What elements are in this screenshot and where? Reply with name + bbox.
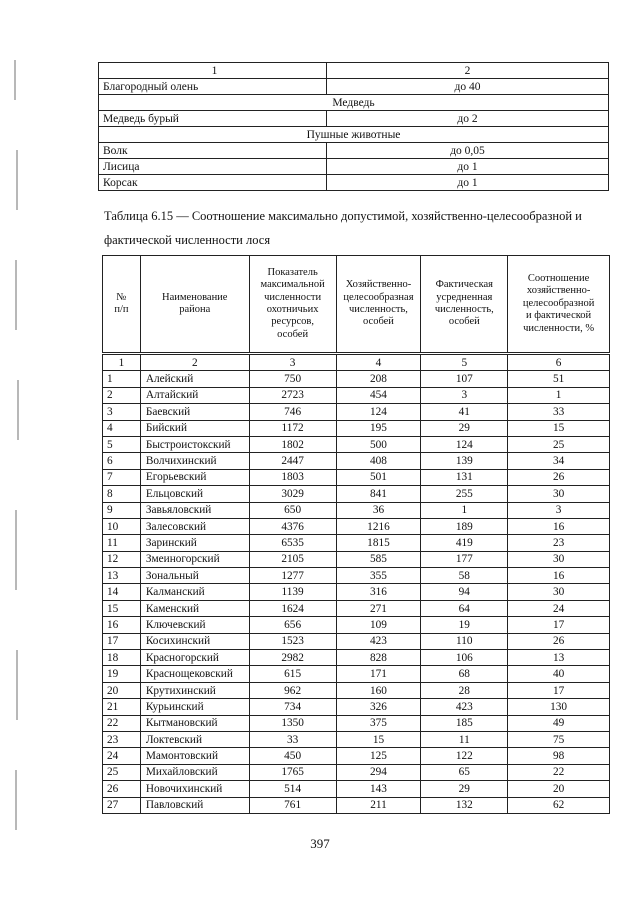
- economic-population-cell: 408: [336, 453, 421, 469]
- row-number-cell: 24: [103, 748, 141, 764]
- max-population-cell: 734: [249, 699, 336, 715]
- district-name-cell: Алейский: [140, 371, 249, 387]
- district-name-cell: Калманский: [140, 584, 249, 600]
- table-row: [103, 600, 610, 616]
- table-caption-line-2: фактической численности лося: [104, 233, 271, 247]
- district-name-cell: Павловский: [140, 797, 249, 813]
- economic-population-cell: 195: [336, 420, 421, 436]
- table-row: [103, 666, 610, 682]
- section-title: Пушные животные: [99, 127, 609, 143]
- max-population-cell: 1277: [249, 568, 336, 584]
- row-number-cell: 17: [103, 633, 141, 649]
- row-number-cell: 9: [103, 502, 141, 518]
- animal-name-cell: Лисица: [99, 159, 327, 175]
- row-number-cell: 21: [103, 699, 141, 715]
- value-cell: 2: [327, 63, 609, 79]
- row-number-cell: 25: [103, 764, 141, 780]
- table-row: [103, 404, 610, 420]
- ratio-percent-cell: 25: [508, 436, 610, 452]
- table-row: [103, 551, 610, 567]
- ratio-percent-cell: 30: [508, 551, 610, 567]
- table-row: [103, 584, 610, 600]
- actual-population-cell: 419: [421, 535, 508, 551]
- actual-population-cell: 1: [421, 502, 508, 518]
- economic-population-cell: 1815: [336, 535, 421, 551]
- economic-population-cell: 143: [336, 781, 421, 797]
- district-name-cell: Косихинский: [140, 633, 249, 649]
- table-row: [103, 568, 610, 584]
- ratio-percent-cell: 49: [508, 715, 610, 731]
- row-number-cell: 1: [103, 371, 141, 387]
- economic-population-cell: 125: [336, 748, 421, 764]
- actual-population-cell: 255: [421, 486, 508, 502]
- column-header: Наименование района: [140, 256, 249, 354]
- row-number-cell: 12: [103, 551, 141, 567]
- ratio-percent-cell: 130: [508, 699, 610, 715]
- ratio-percent-cell: 16: [508, 518, 610, 534]
- max-population-cell: 761: [249, 797, 336, 813]
- animal-name-cell: 1: [99, 63, 327, 79]
- animal-name-cell: Благородный олень: [99, 79, 327, 95]
- row-number-cell: 10: [103, 518, 141, 534]
- economic-population-cell: 15: [336, 731, 421, 747]
- table-row: [103, 502, 610, 518]
- scan-artifact: [16, 650, 18, 720]
- district-name-cell: Краснощековский: [140, 666, 249, 682]
- row-number-cell: 11: [103, 535, 141, 551]
- max-population-cell: 962: [249, 682, 336, 698]
- table-row: [103, 436, 610, 452]
- value-cell: до 0,05: [327, 143, 609, 159]
- district-name-cell: Мамонтовский: [140, 748, 249, 764]
- table-row: [103, 797, 610, 813]
- column-header: Соотношение хозяйственно- целесообразной и фактической численности, %: [508, 256, 610, 354]
- table-header-row: [103, 256, 610, 354]
- ratio-percent-cell: 75: [508, 731, 610, 747]
- row-number-cell: 7: [103, 469, 141, 485]
- district-name-cell: Баевский: [140, 404, 249, 420]
- actual-population-cell: 131: [421, 469, 508, 485]
- ratio-percent-cell: 34: [508, 453, 610, 469]
- ratio-percent-cell: 20: [508, 781, 610, 797]
- section-row: [99, 95, 609, 111]
- table-row: [99, 159, 609, 175]
- max-population-cell: 2105: [249, 551, 336, 567]
- district-name-cell: Крутихинский: [140, 682, 249, 698]
- actual-population-cell: 68: [421, 666, 508, 682]
- table-row: [103, 682, 610, 698]
- row-number-cell: 4: [103, 420, 141, 436]
- district-name-cell: Волчихинский: [140, 453, 249, 469]
- row-number-cell: 5: [103, 436, 141, 452]
- animal-name-cell: Медведь бурый: [99, 111, 327, 127]
- actual-population-cell: 3: [421, 387, 508, 403]
- column-header: Показатель максимальной численности охотничьих ресурсов, особей: [249, 256, 336, 354]
- max-population-cell: 750: [249, 371, 336, 387]
- actual-population-cell: 58: [421, 568, 508, 584]
- economic-population-cell: 316: [336, 584, 421, 600]
- column-number-cell: 6: [508, 354, 610, 371]
- economic-population-cell: 841: [336, 486, 421, 502]
- max-population-cell: 450: [249, 748, 336, 764]
- economic-population-cell: 375: [336, 715, 421, 731]
- column-header: Фактическая усредненная численность, особей: [421, 256, 508, 354]
- district-name-cell: Бийский: [140, 420, 249, 436]
- economic-population-cell: 326: [336, 699, 421, 715]
- table-row: [103, 731, 610, 747]
- ratio-percent-cell: 98: [508, 748, 610, 764]
- actual-population-cell: 29: [421, 781, 508, 797]
- ratio-percent-cell: 62: [508, 797, 610, 813]
- district-name-cell: Новочихинский: [140, 781, 249, 797]
- row-number-cell: 3: [103, 404, 141, 420]
- actual-population-cell: 64: [421, 600, 508, 616]
- section-title: Медведь: [99, 95, 609, 111]
- table-row: [103, 518, 610, 534]
- actual-population-cell: 19: [421, 617, 508, 633]
- row-number-cell: 14: [103, 584, 141, 600]
- economic-population-cell: 208: [336, 371, 421, 387]
- section-row: [99, 127, 609, 143]
- economic-population-cell: 501: [336, 469, 421, 485]
- ratio-percent-cell: 24: [508, 600, 610, 616]
- row-number-cell: 13: [103, 568, 141, 584]
- column-numbers-row: [103, 354, 610, 371]
- moose-population-table: [102, 255, 610, 814]
- table-row: [103, 764, 610, 780]
- district-name-cell: Завьяловский: [140, 502, 249, 518]
- table-row: [99, 63, 609, 79]
- table-row: [103, 650, 610, 666]
- max-population-cell: 1523: [249, 633, 336, 649]
- value-cell: до 1: [327, 159, 609, 175]
- actual-population-cell: 106: [421, 650, 508, 666]
- ratio-percent-cell: 22: [508, 764, 610, 780]
- scan-artifact: [15, 260, 17, 330]
- district-name-cell: Заринский: [140, 535, 249, 551]
- economic-population-cell: 294: [336, 764, 421, 780]
- ratio-percent-cell: 26: [508, 469, 610, 485]
- district-name-cell: Каменский: [140, 600, 249, 616]
- actual-population-cell: 107: [421, 371, 508, 387]
- table-row: [103, 453, 610, 469]
- table-row: [103, 617, 610, 633]
- district-name-cell: Локтевский: [140, 731, 249, 747]
- row-number-cell: 15: [103, 600, 141, 616]
- max-population-cell: 33: [249, 731, 336, 747]
- scan-artifact: [15, 510, 17, 590]
- continued-table: [98, 62, 609, 191]
- actual-population-cell: 423: [421, 699, 508, 715]
- row-number-cell: 22: [103, 715, 141, 731]
- max-population-cell: 1765: [249, 764, 336, 780]
- max-population-cell: 1139: [249, 584, 336, 600]
- district-name-cell: Михайловский: [140, 764, 249, 780]
- table-row: [103, 420, 610, 436]
- district-name-cell: Егорьевский: [140, 469, 249, 485]
- ratio-percent-cell: 15: [508, 420, 610, 436]
- max-population-cell: 1802: [249, 436, 336, 452]
- ratio-percent-cell: 3: [508, 502, 610, 518]
- economic-population-cell: 355: [336, 568, 421, 584]
- table-row: [99, 175, 609, 191]
- table-row: [103, 633, 610, 649]
- max-population-cell: 1172: [249, 420, 336, 436]
- economic-population-cell: 211: [336, 797, 421, 813]
- scan-artifact: [17, 380, 19, 440]
- actual-population-cell: 139: [421, 453, 508, 469]
- row-number-cell: 27: [103, 797, 141, 813]
- table-row: [99, 79, 609, 95]
- economic-population-cell: 828: [336, 650, 421, 666]
- actual-population-cell: 28: [421, 682, 508, 698]
- scan-artifact: [14, 60, 16, 100]
- actual-population-cell: 177: [421, 551, 508, 567]
- ratio-percent-cell: 1: [508, 387, 610, 403]
- value-cell: до 2: [327, 111, 609, 127]
- economic-population-cell: 36: [336, 502, 421, 518]
- ratio-percent-cell: 16: [508, 568, 610, 584]
- column-number-cell: 5: [421, 354, 508, 371]
- actual-population-cell: 185: [421, 715, 508, 731]
- actual-population-cell: 124: [421, 436, 508, 452]
- max-population-cell: 2982: [249, 650, 336, 666]
- table-row: [103, 469, 610, 485]
- district-name-cell: Зональный: [140, 568, 249, 584]
- district-name-cell: Змеиногорский: [140, 551, 249, 567]
- max-population-cell: 4376: [249, 518, 336, 534]
- economic-population-cell: 454: [336, 387, 421, 403]
- actual-population-cell: 122: [421, 748, 508, 764]
- row-number-cell: 26: [103, 781, 141, 797]
- district-name-cell: Кытмановский: [140, 715, 249, 731]
- district-name-cell: Красногорский: [140, 650, 249, 666]
- table-row: [103, 781, 610, 797]
- row-number-cell: 16: [103, 617, 141, 633]
- ratio-percent-cell: 23: [508, 535, 610, 551]
- ratio-percent-cell: 40: [508, 666, 610, 682]
- ratio-percent-cell: 51: [508, 371, 610, 387]
- row-number-cell: 2: [103, 387, 141, 403]
- max-population-cell: 514: [249, 781, 336, 797]
- column-number-cell: 3: [249, 354, 336, 371]
- column-header: № п/п: [103, 256, 141, 354]
- max-population-cell: 1350: [249, 715, 336, 731]
- actual-population-cell: 94: [421, 584, 508, 600]
- ratio-percent-cell: 17: [508, 682, 610, 698]
- max-population-cell: 1803: [249, 469, 336, 485]
- column-number-cell: 2: [140, 354, 249, 371]
- column-number-cell: 4: [336, 354, 421, 371]
- page-number: 397: [310, 836, 330, 851]
- economic-population-cell: 500: [336, 436, 421, 452]
- row-number-cell: 23: [103, 731, 141, 747]
- max-population-cell: 650: [249, 502, 336, 518]
- district-name-cell: Ельцовский: [140, 486, 249, 502]
- column-header: Хозяйственно- целесообразная численность, особей: [336, 256, 421, 354]
- ratio-percent-cell: 30: [508, 584, 610, 600]
- table-row: [103, 371, 610, 387]
- economic-population-cell: 1216: [336, 518, 421, 534]
- actual-population-cell: 110: [421, 633, 508, 649]
- table-row: [103, 699, 610, 715]
- table-row: [103, 748, 610, 764]
- table-caption-line-1: Таблица 6.15 — Соотношение максимально допустимой, хозяйственно-целесообразной и: [104, 209, 582, 223]
- economic-population-cell: 271: [336, 600, 421, 616]
- row-number-cell: 20: [103, 682, 141, 698]
- actual-population-cell: 132: [421, 797, 508, 813]
- ratio-percent-cell: 13: [508, 650, 610, 666]
- actual-population-cell: 65: [421, 764, 508, 780]
- ratio-percent-cell: 26: [508, 633, 610, 649]
- max-population-cell: 656: [249, 617, 336, 633]
- max-population-cell: 746: [249, 404, 336, 420]
- district-name-cell: Алтайский: [140, 387, 249, 403]
- row-number-cell: 18: [103, 650, 141, 666]
- district-name-cell: Залесовский: [140, 518, 249, 534]
- district-name-cell: Ключевский: [140, 617, 249, 633]
- district-name-cell: Быстроистокский: [140, 436, 249, 452]
- table-row: [103, 387, 610, 403]
- animal-name-cell: Волк: [99, 143, 327, 159]
- table-row: [103, 715, 610, 731]
- max-population-cell: 1624: [249, 600, 336, 616]
- ratio-percent-cell: 17: [508, 617, 610, 633]
- scan-artifact: [15, 770, 17, 830]
- column-number-cell: 1: [103, 354, 141, 371]
- economic-population-cell: 160: [336, 682, 421, 698]
- row-number-cell: 6: [103, 453, 141, 469]
- value-cell: до 40: [327, 79, 609, 95]
- max-population-cell: 6535: [249, 535, 336, 551]
- animal-name-cell: Корсак: [99, 175, 327, 191]
- economic-population-cell: 109: [336, 617, 421, 633]
- max-population-cell: 2723: [249, 387, 336, 403]
- scan-artifact: [16, 150, 18, 210]
- economic-population-cell: 423: [336, 633, 421, 649]
- table-row: [99, 111, 609, 127]
- table-row: [103, 535, 610, 551]
- actual-population-cell: 189: [421, 518, 508, 534]
- row-number-cell: 19: [103, 666, 141, 682]
- table-row: [99, 143, 609, 159]
- table-row: [103, 486, 610, 502]
- actual-population-cell: 11: [421, 731, 508, 747]
- district-name-cell: Курьинский: [140, 699, 249, 715]
- economic-population-cell: 585: [336, 551, 421, 567]
- max-population-cell: 2447: [249, 453, 336, 469]
- ratio-percent-cell: 30: [508, 486, 610, 502]
- actual-population-cell: 29: [421, 420, 508, 436]
- economic-population-cell: 171: [336, 666, 421, 682]
- max-population-cell: 615: [249, 666, 336, 682]
- ratio-percent-cell: 33: [508, 404, 610, 420]
- actual-population-cell: 41: [421, 404, 508, 420]
- row-number-cell: 8: [103, 486, 141, 502]
- max-population-cell: 3029: [249, 486, 336, 502]
- value-cell: до 1: [327, 175, 609, 191]
- economic-population-cell: 124: [336, 404, 421, 420]
